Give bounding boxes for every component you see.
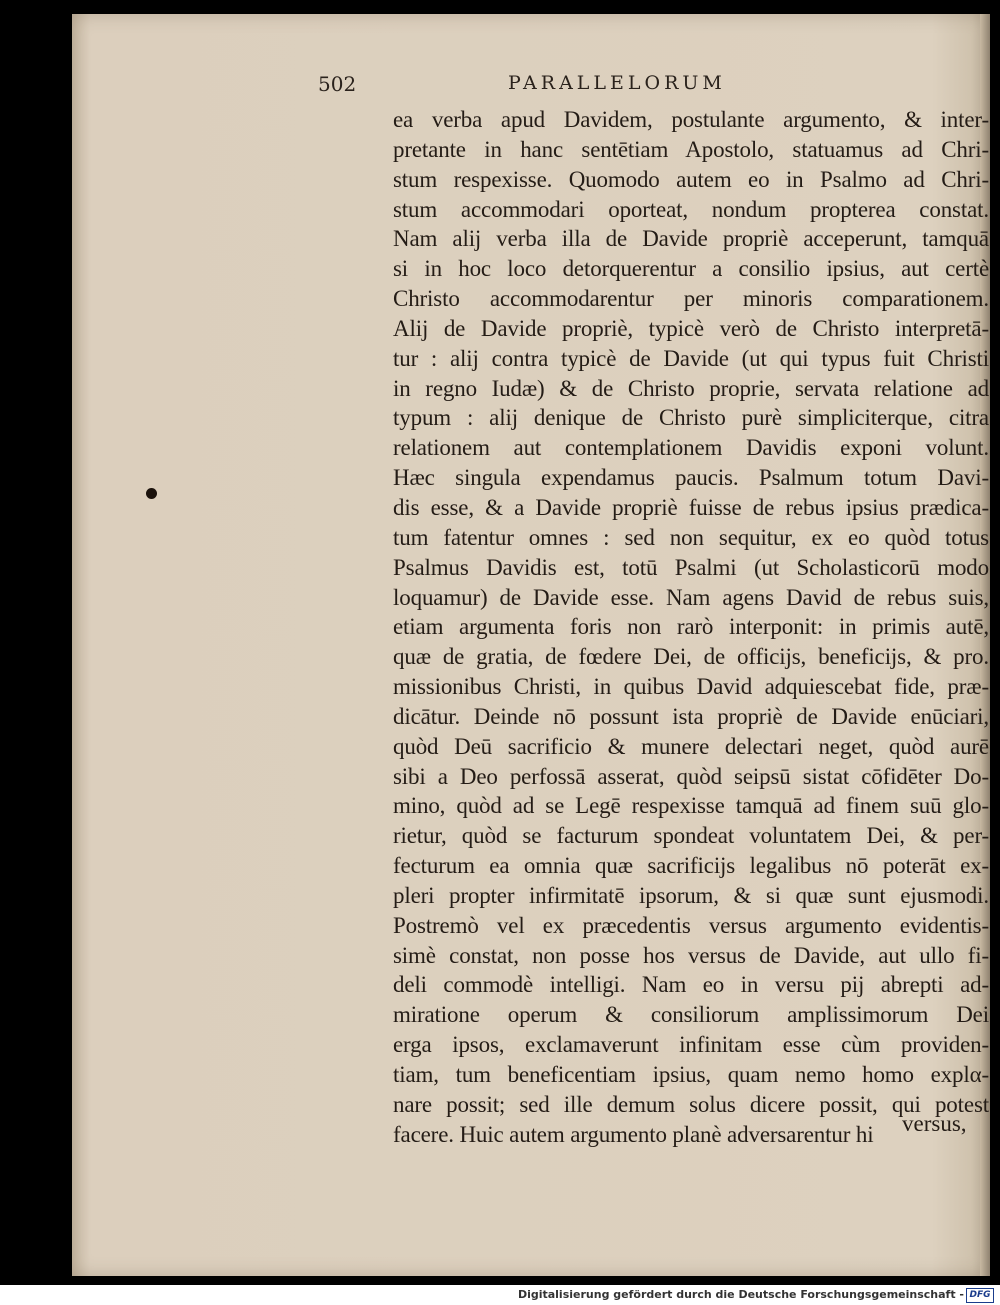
page-number: 502 (318, 72, 357, 96)
catchword: versus, (902, 1111, 967, 1136)
text-line: simè constat, non posse hos versus de Davide, aut ullo fi- (393, 942, 989, 968)
dfg-logo[interactable]: DFG (966, 1288, 994, 1303)
text-line: quæ de gratia, de fœdere Dei, de officijs, beneficijs, & pro. (393, 644, 989, 670)
text-line: relationem aut contemplationem Davidis exponi volunt. (393, 435, 989, 461)
text-line: Psalmus Davidis est, totū Psalmi (ut Scholasticorū modo (393, 554, 989, 580)
text-line: quòd Deū sacrificio & munere delectari neget, quòd aurē (393, 733, 989, 759)
running-head (318, 72, 838, 100)
ink-blot (146, 488, 157, 499)
footer-bar (0, 1285, 1000, 1305)
text-line: mino, quòd ad se Legē respexisse tamquā ad finem suū glo- (393, 793, 989, 819)
text-line: facere. Huic autem argumento planè adversarentur hi (393, 1121, 874, 1147)
text-line: stum respexisse. Quomodo autem eo in Psalmo ad Chri- (393, 166, 989, 192)
text-line: ea verba apud Davidem, postulante argumento, & inter- (393, 107, 989, 132)
text-line: typum : alij denique de Christo purè simpliciterque, citra (393, 405, 989, 431)
text-line: loquamur) de Davide esse. Nam agens David de rebus suis, (393, 584, 989, 610)
text-line: sibi a Deo perfossā asserat, quòd seipsū sistat cōfidēter Do- (393, 763, 989, 789)
funding-notice: Digitalisierung gefördert durch die Deutsche Forschungsgemeinschaft - (517, 1288, 964, 1301)
text-line: Postremò vel ex præcedentis versus argumento evidentis- (393, 912, 989, 938)
text-line: erga ipsos, exclamaverunt infinitam esse cùm providen- (393, 1032, 989, 1058)
text-line: tiam, tum beneficentiam ipsius, quam nemo homo explα- (393, 1062, 989, 1087)
text-line: Alij de Davide propriè, typicè verò de Christo interpretā- (393, 315, 989, 341)
text-line: miratione operum & consiliorum amplissimorum Dei (393, 1002, 989, 1028)
text-line: Nam alij verba illa de Davide propriè acceperunt, tamquā (393, 226, 989, 252)
text-line: nare possit; sed ille demum solus dicere possit, qui potest (393, 1091, 989, 1117)
text-line: tum fatentur omnes : sed non sequitur, ex eo quòd totus (393, 524, 989, 550)
text-line: pretante in hanc sentētiam Apostolo, statuamus ad Chri- (393, 136, 989, 162)
text-line: deli commodè intelligi. Nam eo in versu pij abrepti ad- (393, 972, 989, 998)
text-line: dicātur. Deinde nō possunt ista propriè de Davide enūciari, (393, 703, 989, 729)
text-line: stum accommodari oporteat, nondum propterea constat. (393, 196, 989, 222)
text-line: si in hoc loco detorquerentur a consilio ipsius, aut certè (393, 256, 989, 282)
text-line: etiam argumenta foris non rarò interponit: in primis autē, (393, 614, 989, 640)
text-line: fecturum ea omnia quæ sacrificijs legalibus nō poterāt ex- (393, 853, 989, 879)
text-line: rietur, quòd se facturum spondeat voluntatem Dei, & per- (393, 823, 989, 849)
running-title: PARALLELORUM (508, 72, 726, 94)
text-line: Christo accommodarentur per minoris comparationem. (393, 286, 989, 312)
text-line: dis esse, & a Davide propriè fuisse de rebus ipsius prædica- (393, 494, 989, 520)
text-line: tur : alij contra typicè de Davide (ut qui typus fuit Christi (393, 345, 989, 371)
body-text (393, 105, 989, 1150)
text-line: missionibus Christi, in quibus David adquiescebat fide, præ- (393, 674, 989, 700)
text-line: in regno Iudæ) & de Christo proprie, servata relatione ad (393, 375, 989, 401)
text-line: Hæc singula expendamus paucis. Psalmum totum Davi- (393, 465, 989, 491)
text-line: pleri propter infirmitatē ipsorum, & si quæ sunt ejusmodi. (393, 882, 989, 908)
